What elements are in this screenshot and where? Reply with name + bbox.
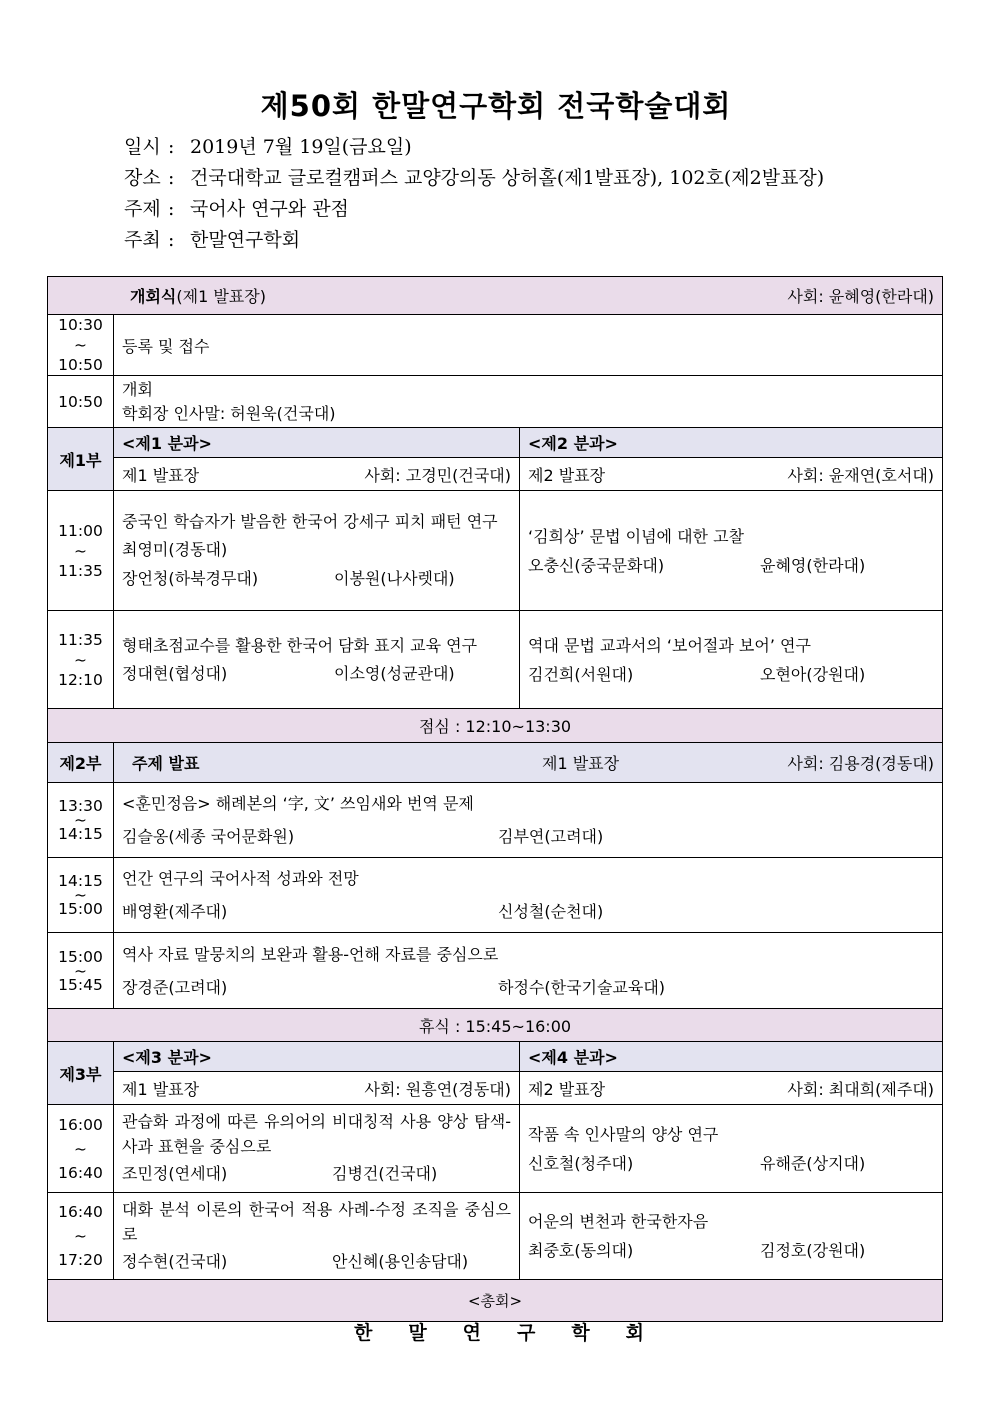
part3-label: 제3부 xyxy=(48,1042,114,1105)
table-row: 16:40 ~ 17:20 대화 분석 이론의 한국어 적용 사례-수정 조직을 중심으로 정수현(건국대) 안신혜(용인송담대) 어운의 변천과 한국한자음 최중호(동의대) 김정호(강원대) xyxy=(48,1193,943,1280)
time-cell: 16:40 ~ 17:20 xyxy=(48,1193,114,1280)
time-cell: 10:30 ~ 10:50 xyxy=(48,315,114,376)
table-row: 11:35 ~ 12:10 형태초점교수를 활용한 한국어 담화 표지 교육 연구 정대현(협성대) 이소영(성균관대) 역대 문법 교과서의 ‘보어절과 보어’ 연구 김건희(서원대) 오현아(강원대) xyxy=(48,611,943,709)
time-cell: 10:50 xyxy=(48,376,114,428)
part2-header: 제2부 주제 발표 제1 발표장 사회: 김용경(경동대) xyxy=(48,743,943,783)
time-cell: 13:30 ~ 14:15 xyxy=(48,783,114,858)
time-cell: 11:35 ~ 12:10 xyxy=(48,611,114,709)
info-theme: 주제 : 국어사 연구와 관점 xyxy=(124,198,349,220)
time-cell: 11:00 ~ 11:35 xyxy=(48,491,114,611)
schedule-table xyxy=(47,276,943,1322)
part1-label: 제1부 xyxy=(48,428,114,491)
lunch-row: 점심 : 12:10~13:30 xyxy=(48,709,943,743)
table-row: 15:00 ~ 15:45 역사 자료 말뭉치의 보완과 활용-언해 자료를 중심으로 장경준(고려대) 하정수(한국기술교육대) xyxy=(48,933,943,1009)
opening-header: 개회식(제1 발표장) 사회: 윤혜영(한라대) xyxy=(48,277,943,315)
event-info xyxy=(124,132,824,256)
break-row: 휴식 : 15:45~16:00 xyxy=(48,1009,943,1042)
info-date: 일시 : 2019년 7월 19일(금요일) xyxy=(124,136,412,158)
table-row: 10:50 개회 학회장 인사말: 허원욱(건국대) xyxy=(48,376,943,428)
closing-row: <총회> xyxy=(48,1280,943,1322)
table-row: 14:15 ~ 15:00 언간 연구의 국어사적 성과와 전망 배영환(제주대) 신성철(순천대) xyxy=(48,858,943,933)
part2-label: 제2부 xyxy=(48,743,114,783)
time-cell: 15:00 ~ 15:45 xyxy=(48,933,114,1009)
table-row: 16:00 ~ 16:40 관습화 과정에 따른 유의어의 비대칭적 사용 양상 탐색-사과 표현을 중심으로 조민정(연세대) 김병건(건국대) 작품 속 인사말의 양상 연구 신호철(청주대) 유해준(상지대) xyxy=(48,1105,943,1193)
time-cell: 16:00 ~ 16:40 xyxy=(48,1105,114,1193)
table-row: 10:30 ~ 10:50 등록 및 접수 xyxy=(48,315,943,376)
part1-room-row: 제1 발표장 사회: 고경민(건국대) 제2 발표장 사회: 윤재연(호서대) xyxy=(48,458,943,491)
part3-section-row: 제3부 <제3 분과> <제4 분과> xyxy=(48,1042,943,1072)
table-row: 11:00 ~ 11:35 중국인 학습자가 발음한 한국어 강세구 피치 패턴 연구 최영미(경동대) 장언청(하북경무대) 이봉원(나사렛대) ‘김희상’ 문법 이념에 대한 고찰 오충신(중국문화대) 윤혜영(한라대) xyxy=(48,491,943,611)
part3-room-row: 제1 발표장 사회: 원흥연(경동대) 제2 발표장 사회: 최대희(제주대) xyxy=(48,1072,943,1105)
footer-signature: 한 말 연 구 학 회 xyxy=(354,1322,644,1344)
table-row: 13:30 ~ 14:15 <훈민정음> 해례본의 ‘字, 文’ 쓰임새와 번역 문제 김슬옹(세종 국어문화원) 김부연(고려대) xyxy=(48,783,943,858)
info-host: 주최 : 한말연구학회 xyxy=(124,229,301,251)
page-title: 제50회 한말연구학회 전국학술대회 xyxy=(260,89,732,123)
info-venue: 장소 : 건국대학교 글로컬캠퍼스 교양강의동 상허홀(제1발표장), 102호(제2발표장) xyxy=(124,167,825,189)
part1-section-row: 제1부 <제1 분과> <제2 분과> xyxy=(48,428,943,458)
time-cell: 14:15 ~ 15:00 xyxy=(48,858,114,933)
